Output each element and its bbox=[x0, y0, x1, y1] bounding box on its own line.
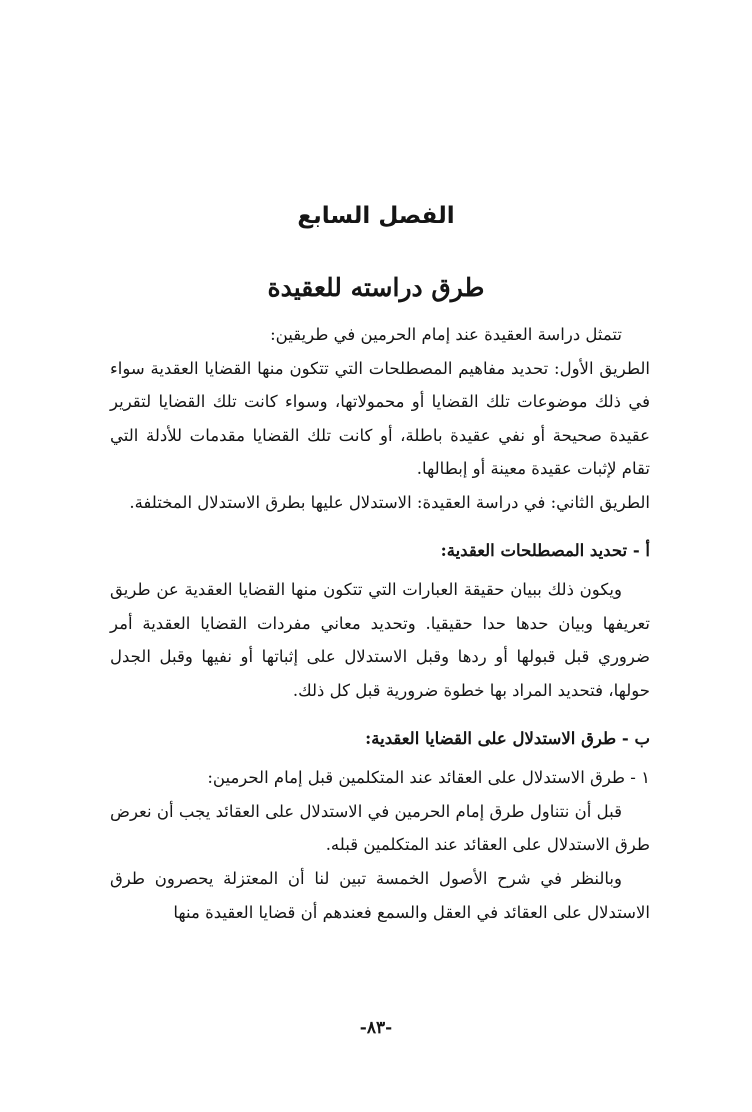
inference-paragraph-2: وبالنظر في شرح الأصول الخمسة تبين لنا أن المعتزلة يحصرون طرق الاستدلال على العقائد في العقل والسمع فعندهم أن قضايا العقيدة منها bbox=[110, 868, 650, 922]
section-title: طرق دراسته للعقيدة bbox=[267, 273, 485, 302]
inference-paragraph-1: قبل أن نتناول طرق إمام الحرمين في الاستدلال على العقائد يجب أن نعرض طرق الاستدلال على العقائد عند المتكلمين قبله. bbox=[110, 801, 650, 855]
heading-terms: أ - تحديد المصطلحات العقدية: bbox=[440, 540, 650, 560]
intro-paragraph: تتمثل دراسة العقيدة عند إمام الحرمين في طريقين: bbox=[270, 325, 622, 344]
second-way-paragraph: الطريق الثاني: في دراسة العقيدة: الاستدلال عليها بطرق الاستدلال المختلفة. bbox=[129, 492, 650, 512]
heading-inference: ب - طرق الاستدلال على القضايا العقدية: bbox=[365, 728, 650, 748]
body-text bbox=[110, 318, 650, 929]
terms-paragraph: ويكون ذلك ببيان حقيقة العبارات التي تتكون منها القضايا العقدية عن طريق تعريفها وبيان حدها حدا حقيقيا. وتحديد معاني مفردات القضايا العقدية أمر ضروري قبل قبولها أو ردها وقبل الاستدلال على إثباتها أو نفيها وقبل الجدل حولها، فتحديد المراد بها خطوة ضرورية قبل كل ذلك. bbox=[110, 580, 650, 700]
item-one-heading: ١ - طرق الاستدلال على العقائد عند المتكلمين قبل إمام الحرمين: bbox=[207, 768, 650, 788]
first-way-paragraph: الطريق الأول: تحديد مفاهيم المصطلحات التي تتكون منها القضايا العقدية سواء في ذلك موضوعات تلك القضايا أو محمولاتها، وسواء كانت تلك القضايا لتقرير عقيدة صحيحة أو نفي عقيدة باطلة، أو كانت تلك القضايا مقدمات للأدلة التي تقام لإثبات عقيدة معينة أو إبطالها. bbox=[110, 358, 650, 479]
chapter-title: الفصل السابع bbox=[297, 203, 455, 229]
page-number: -٨٣- bbox=[359, 1018, 393, 1038]
